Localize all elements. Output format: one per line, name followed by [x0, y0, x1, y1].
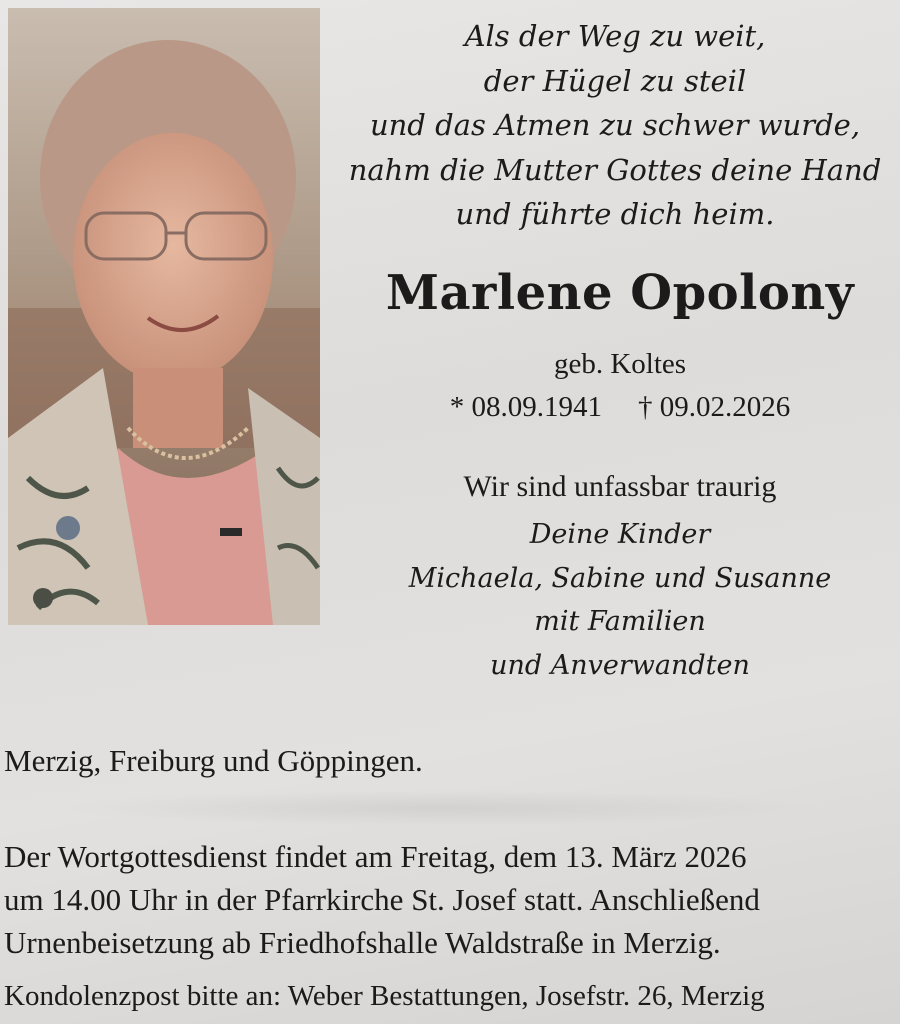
service-announcement — [4, 835, 900, 964]
verse-line: nahm die Mutter Gottes deine Hand — [348, 152, 882, 187]
mourners-line: mit Familien — [534, 606, 706, 637]
death-date: † 09.02.2026 — [638, 391, 791, 423]
places-line: Merzig, Freiburg und Göppingen. — [4, 743, 423, 778]
maiden-name: geb. Koltes — [553, 348, 687, 380]
mourners-line: Deine Kinder — [529, 519, 711, 550]
verse-line: der Hügel zu steil — [483, 63, 747, 98]
service-line: Urnenbeisetzung ab Friedhofshalle Waldstraße in Merzig. — [4, 925, 721, 960]
birth-date: * 08.09.1941 — [449, 391, 602, 423]
verse-line: und führte dich heim. — [455, 197, 775, 231]
service-line: um 14.00 Uhr in der Pfarrkirche St. Josef statt. Anschließend — [4, 882, 760, 917]
life-dates — [340, 391, 900, 424]
condolence-address: Kondolenzpost bitte an: Weber Bestattungen, Josefstr. 26, Merzig — [4, 980, 765, 1012]
deceased-name: Marlene Opolony — [385, 265, 855, 321]
verse-line: Als der Weg zu weit, — [464, 19, 766, 53]
portrait-image — [8, 8, 320, 625]
service-line: Der Wortgottesdienst findet am Freitag, dem 13. März 2026 — [4, 839, 747, 874]
print-smudge — [60, 790, 820, 826]
mourners-line: Michaela, Sabine und Susanne — [408, 562, 832, 594]
mourners-line: und Anverwandten — [490, 649, 750, 681]
portrait-photo — [8, 8, 320, 625]
mourners-list — [340, 513, 900, 687]
memorial-verse — [330, 14, 900, 237]
verse-line: und das Atmen zu schwer wurde, — [369, 108, 861, 142]
mourning-statement: Wir sind unfassbar traurig — [463, 470, 777, 503]
